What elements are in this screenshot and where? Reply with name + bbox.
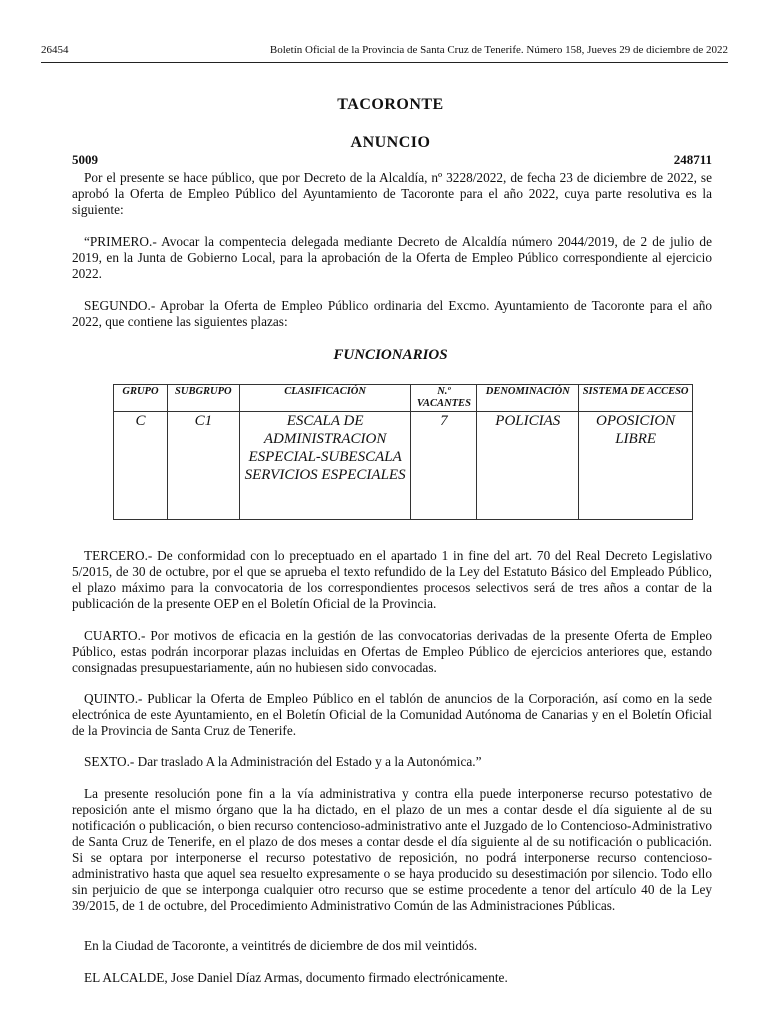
cell-clasificacion: ESCALA DE ADMINISTRACION ESPECIAL-SUBESCALA SERVICIOS ESPECIALES	[239, 412, 411, 520]
paragraph-intro: Por el presente se hace público, que por Decreto de la Alcaldía, nº 3228/2022, de fecha 23 de diciembre de 2022, se aprobó la Oferta de Empleo Público del Ayuntamiento de Tacoronte para el año 2022, cuya parte resolutiva es la siguiente:	[72, 170, 712, 217]
table-row	[114, 412, 693, 520]
cell-grupo: C	[114, 412, 168, 520]
page-number: 26454	[41, 44, 69, 56]
paragraph-segundo: SEGUNDO.- Aprobar la Oferta de Empleo Público ordinaria del Excmo. Ayuntamiento de Tacoronte para el año 2022, que contiene las siguientes plazas:	[72, 298, 712, 329]
registry-number: 248711	[673, 152, 712, 167]
publication-title: Boletín Oficial de la Provincia de Santa Cruz de Tenerife. Número 158, Jueves 29 de diciembre de 2022	[269, 44, 728, 56]
cell-subgrupo: C1	[167, 412, 239, 520]
paragraph-cuarto: CUARTO.- Por motivos de eficacia en la gestión de las convocatorias derivadas de la presente Oferta de Empleo Público, estas podrán incorporar plazas incluidas en Ofertas de Empleo Público de ejercicios anteriores que, estando consignadas presupuestariamente, aún no hubiesen sido convocadas.	[72, 628, 712, 675]
section-title: FUNCIONARIOS	[333, 347, 448, 363]
paragraph-primero: “PRIMERO.- Avocar la compentecia delegada mediante Decreto de Alcaldía número 2044/2019, de 2 de julio de 2019, en la Junta de Gobierno Local, para la aprobación de la Oferta de Empleo Público correspondiente al ejercicio 2022.	[72, 234, 712, 281]
header-vacantes: N.º VACANTES	[411, 385, 477, 412]
header-sistema-acceso: SISTEMA DE ACCESO	[579, 385, 693, 412]
announcement-number: 5009	[72, 152, 98, 167]
header-grupo: GRUPO	[114, 385, 168, 412]
reference-row	[72, 152, 712, 168]
town-title: TACORONTE	[337, 96, 444, 113]
cell-denominacion: POLICIAS	[477, 412, 579, 520]
paragraph-quinto: QUINTO.- Publicar la Oferta de Empleo Público en el tablón de anuncios de la Corporación, así como en la sede electrónica de este Ayuntamiento, en el Boletín Oficial de la Comunidad Autónoma de Canarias y en el Boletín Oficial de la Provincia de Santa Cruz de Tenerife.	[72, 691, 712, 738]
cell-vacantes: 7	[411, 412, 477, 520]
paragraph-firma: EL ALCALDE, Jose Daniel Díaz Armas, documento firmado electrónicamente.	[84, 970, 508, 985]
paragraph-recursos: La presente resolución pone fin a la vía administrativa y contra ella puede interponerse recurso potestativo de reposición ante el mismo órgano que la ha dictado, en el plazo de un mes a contar desde el día siguiente al de su notificación o publicación, o bien recurso contencioso-administrativo ante el Juzgado de lo Contencioso-Administrativo de Santa Cruz de Tenerife, en el plazo de dos meses a contar desde el día siguiente al de su notificación o publicación. Si se optara por interponerse el recurso potestativo de reposición, no podrá interponerse recurso contencioso-administrativo hasta que aquel sea resuelto expresamente o se haya producido su desestimación por silencio. Todo ello sin perjuicio de que se interponga cualquier otro recurso que se estime procedente a tenor del artículo 40 de la Ley 39/2015, de 1 de octubre, del Procedimiento Administrativo Común de las Administraciones Públicas.	[72, 786, 712, 913]
header-subgrupo: SUBGRUPO	[167, 385, 239, 412]
document-type: ANUNCIO	[350, 134, 431, 151]
positions-table	[113, 384, 693, 520]
paragraph-fecha: En la Ciudad de Tacoronte, a veintitrés de diciembre de dos mil veintidós.	[84, 938, 478, 953]
header-denominacion: DENOMINACIÓN	[477, 385, 579, 412]
paragraph-tercero: TERCERO.- De conformidad con lo preceptuado en el apartado 1 in fine del art. 70 del Real Decreto Legislativo 5/2015, de 30 de octubre, por el que se aprueba el texto refundido de la Ley del Estatuto Básico del Empleado Público, el plazo máximo para la convocatoria de los correspondientes procesos selectivos será de tres años a contar de la publicación de la presente OEP en el Boletín Oficial de la Provincia.	[72, 548, 712, 611]
table-header-row	[114, 385, 693, 412]
paragraph-sexto: SEXTO.- Dar traslado A la Administración del Estado y a la Autonómica.”	[84, 754, 482, 769]
header-clasificacion: CLASIFICACIÓN	[239, 385, 411, 412]
running-header	[41, 44, 728, 56]
cell-sistema-acceso: OPOSICION LIBRE	[579, 412, 693, 520]
header-divider	[41, 62, 728, 63]
